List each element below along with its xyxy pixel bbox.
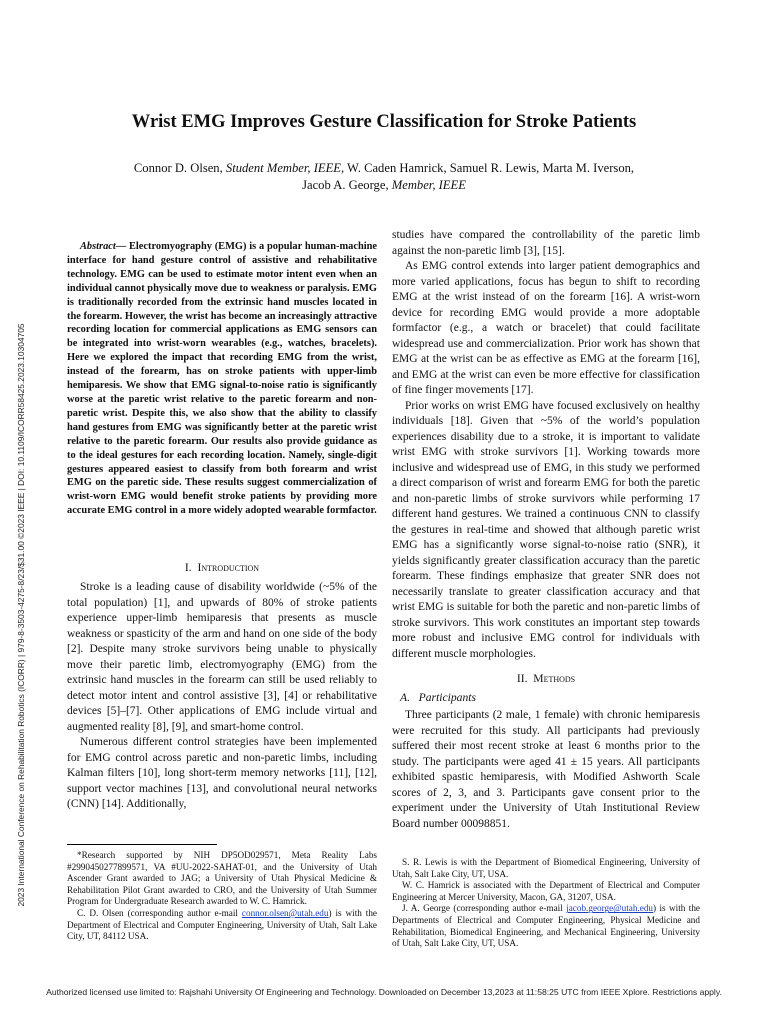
section-title: Introduction: [197, 561, 260, 574]
license-footer: Authorized licensed use limited to: Rajshahi University Of Engineering and Technology. Downloaded on December 13,2023 at 11:58:25 UTC from IEEE Xplore. Restrictions apply.: [46, 987, 722, 997]
section-numeral: II.: [516, 672, 528, 685]
author-line-1: [60, 160, 708, 177]
author-olsen-affiliation: Student Member, IEEE,: [225, 161, 345, 175]
abstract-label: Abstract: [80, 241, 116, 252]
section-introduction: [67, 560, 377, 813]
section-heading-methods: [392, 671, 700, 686]
footnote-rule: [67, 844, 217, 845]
footnotes-left: [67, 850, 377, 943]
paper-title: Wrist EMG Improves Gesture Classification for Stroke Patients: [131, 112, 637, 132]
subsection-participants: A. Participants: [400, 691, 476, 704]
conference-sidebar: 2023 International Conference on Rehabilitation Robotics (ICORR) | 979-8-3503-4275-8/23/$31.00 ©2023 IEEE | DOI: 10.1109/ICORR58425.2023.10304705: [16, 323, 26, 907]
olsen-email-link[interactable]: connor.olsen@utah.edu: [241, 907, 329, 918]
intro-paragraph-1: Stroke is a leading cause of disability worldwide (~5% of the total population) [1], and upwards of 80% of stroke patients experience upper-limb hemiparesis that presents as muscle weakness or spasticity of the arm and hand on one side of the body [2]. Despite many stroke survivors being unable to physically move their paretic limb, electromyography (EMG) from the extrinsic hand muscles in the forearm can still be used reliably to detect motor intent and control assistive [3], [4] or rehabilitative devices [5]–[7]. Other applications of EMG include virtual and augmented reality [8], [9], and smart-home control.: [67, 581, 377, 733]
abstract: [67, 240, 377, 518]
author-george-affiliation: Member, IEEE: [391, 178, 466, 192]
olsen-note: [67, 908, 377, 943]
authors-middle: W. Caden Hamrick, Samuel R. Lewis, Marta M. Iverson,: [344, 161, 635, 175]
lewis-note: S. R. Lewis is with the Department of Biomedical Engineering, University of Utah, Salt Lake City, UT, USA.: [392, 857, 700, 879]
funding-note: *Research supported by NIH DP5OD029571, Meta Reality Labs #2990450277899571, VA #UU-2022-SAHAT-01, and the University of Utah Ascender Grant awarded to JAG; a University of Utah Physical Medicine & Rehabilitation Pilot Grant awarded to CRO, and the University of Utah Summer Program for Undergraduate Research awarded to W. C. Hamrick.: [67, 850, 377, 907]
george-note-text-end: ) is with the Departments of Electrical and Computer Engineering, Physical Medicine and Rehabilitation, Biomedical Engineering, and Mechanical Engineering, University of Utah, Salt Lake City, UT, USA.: [392, 903, 700, 949]
george-email-link[interactable]: jacob.george@utah.edu: [566, 903, 654, 914]
author-george: Jacob A. George,: [302, 178, 392, 192]
intro-paragraph-3: As EMG control extends into larger patient demographics and more varied applications, focus has begun to shift to recording EMG at the wrist instead of on the forearm [16]. A wrist-worn device for recording EMG would provide a more adoptable formfactor (e.g., a watch or bracelet) that could facilitate widespread use and commercialization. Prior work has shown that EMG at the wrist can be as effective as EMG at the forearm [16], and EMG at the wrist can even be more effective for classification of fine finger movements [17].: [392, 260, 700, 396]
methods-paragraph-1: Three participants (2 male, 1 female) with chronic hemiparesis were recruited for this study. All participants had previously suffered their most recent stroke at least 6 months prior to the study. The participants were aged 41 ± 15 years. All participants exhibited spastic hemiparesis, with Modified Ashworth Scale scores of 2, 3, and 3. Participants gave consent prior to the experiment under the University of Utah Institutional Review Board number 00098851.: [392, 709, 700, 830]
section-heading: [67, 560, 377, 575]
george-note-text: J. A. George (corresponding author e-mail: [402, 903, 567, 914]
olsen-note-text-end: ) is with the Department of Electrical and Computer Engineering, University of Utah, Salt Lake City, UT, 84112 USA.: [67, 907, 377, 942]
hamrick-note: W. C. Hamrick is associated with the Department of Electrical and Computer Engineering at Mercer University, Macon, GA, 31207, USA.: [392, 880, 700, 902]
olsen-note-text: C. D. Olsen (corresponding author e-mail: [77, 907, 242, 918]
george-note: [392, 903, 700, 949]
author-olsen: Connor D. Olsen,: [133, 161, 226, 175]
section-numeral: I.: [184, 561, 192, 574]
abstract-text: — Electromyography (EMG) is a popular human-machine interface for hand gesture control of assistive and rehabilitative technology. EMG can be used to estimate motor intent even when an individual cannot physically move due to weakness or paralysis. EMG is traditionally recorded from the extrinsic hand muscles located in the forearm. However, the wrist has become an increasingly attractive recording location for commercial applications as EMG sensors can be integrated into wrist-worn wearables (e.g., watches, bracelets). Here we explored the impact that recording EMG from the wrist, instead of the forearm, has on stroke patients with upper-limb hemiparesis. We show that EMG signal-to-noise ratio is significantly worse at the paretic wrist relative to the paretic forearm and non-paretic wrist. Despite this, we also show that the ability to classify hand gestures from EMG was significantly better at the paretic wrist relative to the paretic forearm. Our results also provide guidance as to the ideal gestures for each recording location. Namely, single-digit gestures appeared easiest to classify from both forearm and wrist EMG on the paretic side. These results suggest commercialization of wrist-worn EMG would benefit stroke patients by providing more accurate EMG control in a more widely adopted wearable formfactor.: [67, 241, 377, 517]
author-line-2: [60, 177, 708, 194]
intro-paragraph-2-continued: studies have compared the controllability of the paretic limb against the non-paretic limb [3], [15].: [392, 229, 700, 257]
section-title: Methods: [533, 672, 576, 685]
intro-paragraph-2: Numerous different control strategies have been implemented for EMG control across paretic and non-paretic limbs, including Kalman filters [10], long short-term memory networks [11], [12], support vector machines [13], and convolutional neural networks (CNN) [14]. Additionally,: [67, 736, 377, 810]
intro-paragraph-4: Prior works on wrist EMG have focused exclusively on healthy individuals [18]. Given that ~5% of the world’s population experiences disability due to a stroke, it is important to validate wrist EMG with stroke survivors [1]. Working towards more inclusive and widespread use of EMG, in this study we performed a direct comparison of wrist and forearm EMG for both the paretic and non-paretic limbs of stroke survivors while performing 17 different hand gestures. We trained a continuous CNN to classify the gestures in real-time and showed that although paretic wrist EMG has a significantly worse signal-to-noise ratio (SNR), it yields significantly greater classification accuracy than the paretic forearm. These findings emphasize that greater SNR does not necessarily translate to greater classification accuracy and that wrist EMG is suitable for both the paretic and non-paretic limbs of stroke survivors. This work constitutes an important step towards more robust and inclusive EMG control for individuals with different muscle morphologies.: [392, 399, 700, 660]
right-column-body: [392, 228, 700, 832]
footnotes-right: [392, 857, 700, 950]
author-list: [60, 160, 708, 194]
